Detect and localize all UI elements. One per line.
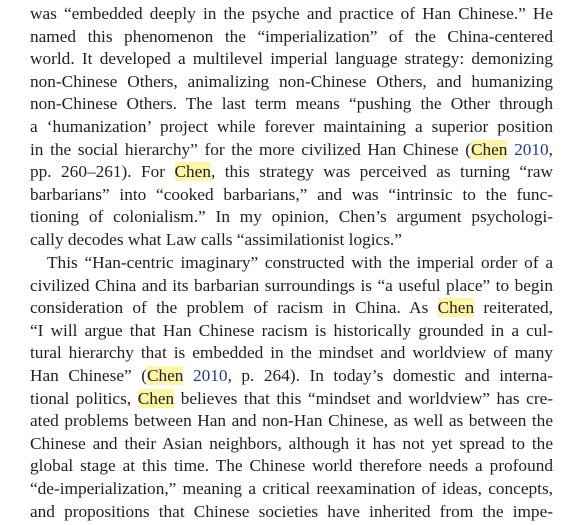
- text-run: barbarians” into “cooked barbarians,” and was “intrinsic to the func-: [30, 184, 553, 204]
- text-run: Chinese and their Asian neighbors, although it has not yet spread to the: [30, 433, 553, 453]
- text-line: [30, 365, 553, 387]
- text-run: a ‘humanization’ project while forever maintaining a superior position: [30, 117, 553, 136]
- text-run: , p. 264). In today’s domestic and interna-: [227, 366, 553, 385]
- highlighted-name: Chen: [137, 388, 175, 408]
- text-run: [183, 366, 193, 385]
- highlighted-name: Chen: [470, 139, 508, 159]
- text-line: [30, 433, 553, 455]
- text-run: was “embedded deeply in the psyche and practice of Han Chinese.” He: [30, 4, 553, 23]
- text-line: [30, 26, 553, 48]
- text-line: [30, 478, 553, 500]
- text-run: Han Chinese” (: [30, 366, 147, 385]
- text-run: world. It developed a multilevel imperial language strategy: demonizing: [30, 49, 553, 69]
- text-line: [30, 410, 553, 432]
- text-line: [47, 252, 553, 274]
- text-run: non-Chinese Others. The last term means “pushing the Other through: [30, 94, 553, 114]
- text-run: and propositions that Chinese societies have inherited from the impe-: [30, 501, 553, 521]
- text-run: tional politics,: [30, 388, 138, 408]
- text-run: ,: [548, 139, 553, 159]
- text-run: civilized China and its barbarian surroundings is “a useful place” to begin: [30, 275, 553, 295]
- text-line: [30, 388, 553, 410]
- text-run: named this phenomenon the “imperialization” of the China-centered: [30, 26, 553, 46]
- text-run: consideration of the problem of racism in China. As: [30, 298, 438, 318]
- highlighted-name: Chen: [174, 162, 211, 182]
- text-line: [30, 455, 553, 477]
- text-run: tural hierarchy that is embedded in the mindset and worldview of many: [30, 343, 553, 363]
- text-run: non-Chinese Others, animalizing non-Chinese Others, and humanizing: [30, 71, 553, 91]
- text-line: [30, 320, 553, 342]
- text-run: tioning of colonialism.” In my opinion, Chen’s argument psychologi-: [30, 207, 553, 227]
- text-run: “de-imperialization,” meaning a critical reexamination of ideas, concepts,: [30, 479, 553, 498]
- text-run: reiterated,: [474, 298, 553, 318]
- text-line: [30, 206, 553, 228]
- text-line: [30, 93, 553, 115]
- citation-link[interactable]: 2010: [514, 139, 549, 159]
- text-run: “I will argue that Han Chinese racism is historically grounded in a cul-: [30, 320, 553, 340]
- text-run: believes that this “mindset and worldview” has cre-: [174, 388, 553, 408]
- text-line: [30, 501, 553, 523]
- text-line: [30, 139, 553, 161]
- text-line: [30, 116, 553, 138]
- citation-link[interactable]: 2010: [193, 366, 228, 385]
- text-line: [30, 297, 553, 319]
- text-run: pp. 260–261). For: [30, 162, 175, 182]
- text-line: [30, 342, 553, 364]
- text-line: [30, 71, 553, 93]
- text-run: in the social hierarchy” for the more civilized Han Chinese (: [30, 139, 471, 159]
- text-line: [30, 229, 553, 251]
- highlighted-name: Chen: [146, 366, 184, 385]
- text-line: [30, 48, 553, 70]
- text-run: This “Han-centric imaginary” constructed with the imperial order of a: [47, 253, 553, 272]
- text-line: [30, 3, 553, 25]
- text-run: global stage at this time. The Chinese world therefore needs a profound: [30, 456, 553, 476]
- text-run: ated problems between Han and non-Han Chinese, as well as between the: [30, 411, 553, 431]
- text-run: , this strategy was perceived as turning “raw: [210, 162, 553, 182]
- highlighted-name: Chen: [437, 298, 475, 318]
- text-line: [30, 161, 553, 183]
- text-line: [30, 275, 553, 297]
- text-run: cally decodes what Law calls “assimilationist logics.”: [30, 230, 402, 249]
- text-line: [30, 184, 553, 206]
